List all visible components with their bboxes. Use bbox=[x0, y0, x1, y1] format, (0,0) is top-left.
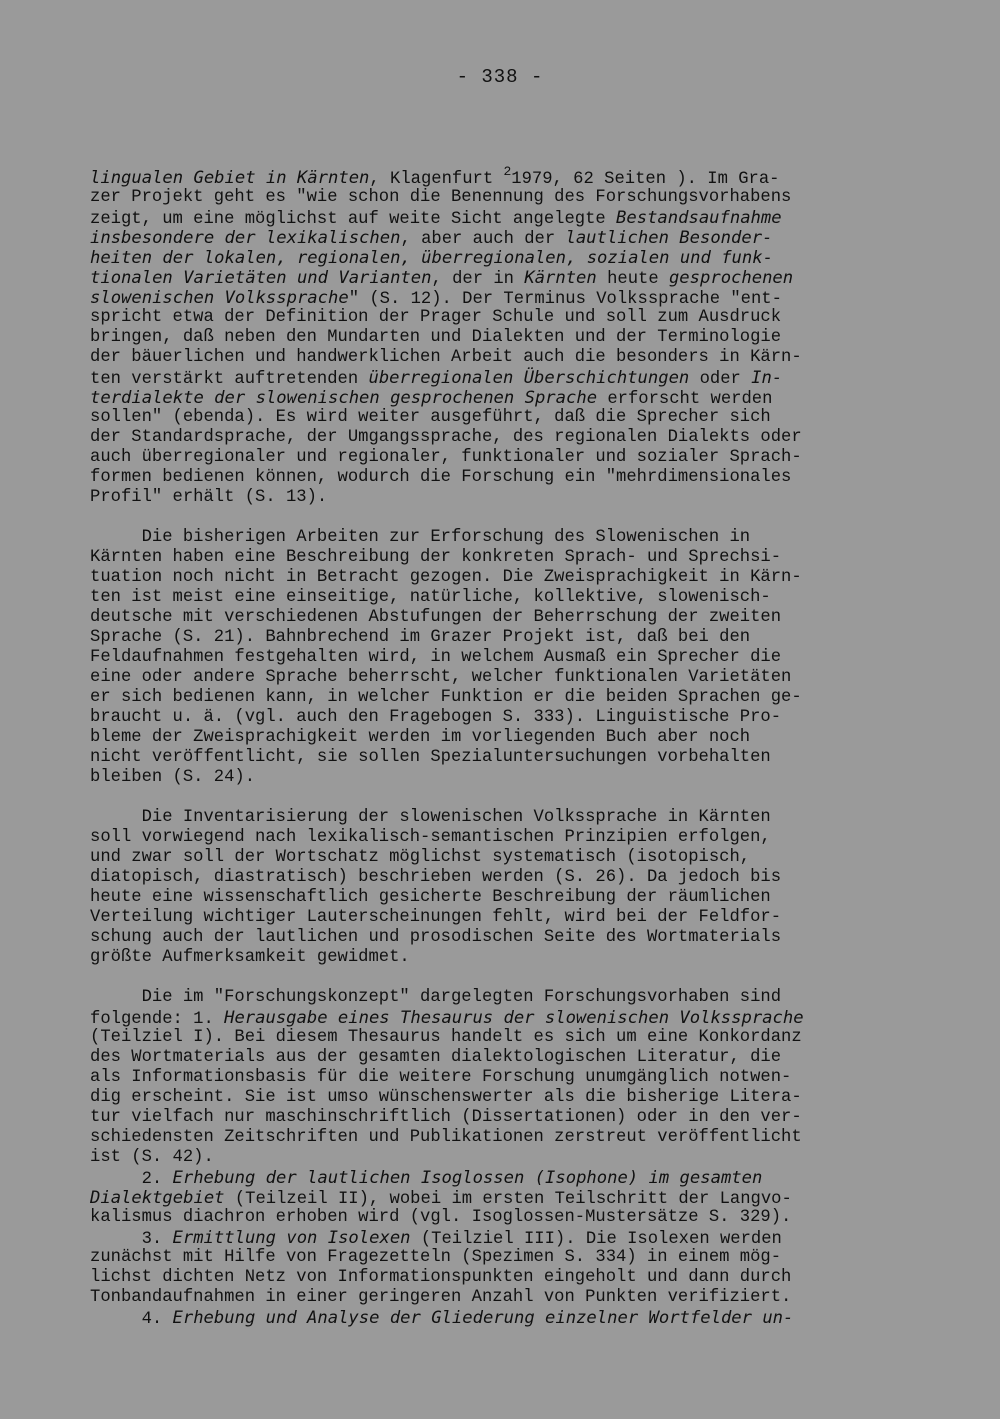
text-line bbox=[90, 1288, 920, 1308]
text-segment: dig erscheint. Sie ist umso wünschenswerter als die bisherige Litera- bbox=[90, 1088, 802, 1107]
text-segment: Die bisherigen Arbeiten zur Erforschung des Slowenischen in bbox=[90, 528, 751, 547]
text-line bbox=[90, 288, 920, 308]
text-line bbox=[90, 408, 920, 428]
text-segment: Tonbandaufnahmen in einer geringeren Anzahl von Punkten verifiziert. bbox=[90, 1288, 792, 1307]
text-line bbox=[90, 648, 920, 668]
text-segment: eine oder andere Sprache beherrscht, welcher funktionalen Varietäten bbox=[90, 668, 792, 687]
italic-text: lautlichen Besonder- bbox=[565, 228, 773, 248]
text-line bbox=[90, 1008, 920, 1028]
text-line bbox=[90, 308, 920, 328]
paragraph-gap bbox=[90, 968, 920, 988]
text-line bbox=[90, 988, 920, 1008]
text-segment: 4. bbox=[90, 1310, 173, 1329]
text-line bbox=[90, 348, 920, 368]
text-segment: er sich bedienen kann, in welcher Funktion er die beiden Sprachen ge- bbox=[90, 688, 802, 707]
text-line bbox=[90, 528, 920, 548]
text-line bbox=[90, 1088, 920, 1108]
text-line bbox=[90, 928, 920, 948]
text-line bbox=[90, 828, 920, 848]
text-line bbox=[90, 688, 920, 708]
text-segment: spricht etwa der Definition der Prager Schule und soll zum Ausdruck bbox=[90, 308, 782, 327]
text-segment: Kärnten haben eine Beschreibung der konkreten Sprach- und Sprechsi- bbox=[90, 548, 782, 567]
text-line bbox=[90, 768, 920, 788]
italic-text: terdialekte der slowenischen gesprochenen Sprache bbox=[90, 388, 598, 408]
text-segment: der bäuerlichen und handwerklichen Arbeit auch die besonders in Kärn- bbox=[90, 348, 802, 367]
text-segment: schiedensten Zeitschriften und Publikationen zerstreut veröffentlicht bbox=[90, 1128, 802, 1147]
text-segment: tuation noch nicht in Betracht gezogen. Die Zweisprachigkeit in Kärn- bbox=[90, 568, 802, 587]
text-line bbox=[90, 164, 920, 189]
text-segment: , der in bbox=[431, 270, 525, 289]
text-line bbox=[90, 728, 920, 748]
text-line bbox=[90, 1068, 920, 1088]
text-line bbox=[90, 568, 920, 588]
italic-text: Herausgabe eines Thesaurus der slowenischen Volkssprache bbox=[224, 1008, 804, 1028]
text-line bbox=[90, 488, 920, 508]
italic-text: Dialektgebiet bbox=[90, 1188, 225, 1208]
text-segment: des Wortmaterials aus der gesamten dialektologischen Literatur, die bbox=[90, 1048, 782, 1067]
text-segment: 2. bbox=[90, 1170, 173, 1189]
text-segment: bleme der Zweisprachigkeit werden im vorliegenden Buch aber noch bbox=[90, 728, 751, 747]
text-line bbox=[90, 188, 920, 208]
text-segment: ist (S. 42). bbox=[90, 1148, 214, 1167]
text-segment: formen bedienen können, wodurch die Forschung ein "mehrdimensionales bbox=[90, 468, 792, 487]
text-line bbox=[90, 1248, 920, 1268]
text-line bbox=[90, 1208, 920, 1228]
text-segment: auch überregionaler und regionaler, funktionaler und sozialer Sprach- bbox=[90, 448, 802, 467]
text-segment: kalismus diachron erhoben wird (vgl. Isoglossen-Mustersätze S. 329). bbox=[90, 1208, 792, 1227]
text-line bbox=[90, 908, 920, 928]
text-segment: bringen, daß neben den Mundarten und Dialekten und der Terminologie bbox=[90, 328, 782, 347]
text-segment: zeigt, um eine möglichst auf weite Sicht angelegte bbox=[90, 210, 617, 229]
text-line bbox=[90, 1028, 920, 1048]
italic-text: gesprochenen bbox=[668, 268, 794, 288]
text-line bbox=[90, 948, 920, 968]
text-segment: und zwar soll der Wortschatz möglichst systematisch (isotopisch, bbox=[90, 848, 751, 867]
italic-text: heiten der lokalen, regionalen, überregionalen, sozialen und funk- bbox=[90, 248, 773, 268]
text-line bbox=[90, 868, 920, 888]
paragraph bbox=[90, 164, 920, 508]
text-segment: (Teilziel I). Bei diesem Thesaurus handelt es sich um eine Konkordanz bbox=[90, 1028, 802, 1047]
page-number: - 338 - bbox=[456, 66, 544, 88]
paragraph bbox=[90, 528, 920, 788]
text-line bbox=[90, 1268, 920, 1288]
italic-text: In- bbox=[751, 368, 783, 388]
text-line bbox=[90, 448, 920, 468]
text-line bbox=[90, 248, 920, 268]
text-segment: Die im "Forschungskonzept" dargelegten Forschungsvorhaben sind bbox=[90, 988, 782, 1007]
paragraph-gap bbox=[90, 788, 920, 808]
text-body bbox=[90, 164, 920, 1329]
italic-text: tionalen Varietäten und Varianten bbox=[90, 268, 432, 288]
text-segment: heute bbox=[596, 270, 669, 289]
text-line bbox=[90, 388, 920, 408]
text-segment: Die Inventarisierung der slowenischen Volkssprache in Kärnten bbox=[90, 808, 771, 827]
text-line bbox=[90, 208, 920, 228]
text-segment: deutsche mit verschiedenen Abstufungen der Beherrschung der zweiten bbox=[90, 608, 782, 627]
text-segment: schung auch der lautlichen und prosodischen Seite des Wortmaterials bbox=[90, 928, 782, 947]
text-segment: , Klagenfurt bbox=[369, 170, 504, 189]
text-segment: ten ist meist eine einseitige, natürliche, kollektive, slowenisch- bbox=[90, 588, 771, 607]
text-segment: Sprache (S. 21). Bahnbrechend im Grazer Projekt ist, daß bei den bbox=[90, 628, 751, 647]
text-line bbox=[90, 1148, 920, 1168]
text-line bbox=[90, 588, 920, 608]
text-line bbox=[90, 1228, 920, 1248]
text-segment: ten verstärkt auftretenden bbox=[90, 370, 369, 389]
text-segment: , aber auch der bbox=[400, 230, 566, 249]
text-segment: erforscht werden bbox=[597, 390, 773, 409]
text-line bbox=[90, 1048, 920, 1068]
italic-text: Ermittlung von Isolexen bbox=[172, 1228, 411, 1248]
text-segment: (Teilzeil II), wobei im ersten Teilschritt der Langvo- bbox=[224, 1190, 792, 1209]
italic-text: Kärnten bbox=[524, 268, 597, 288]
text-segment: bleiben (S. 24). bbox=[90, 768, 256, 787]
text-line bbox=[90, 708, 920, 728]
text-segment: als Informationsbasis für die weitere Forschung unumgänglich notwen- bbox=[90, 1068, 792, 1087]
text-line bbox=[90, 268, 920, 288]
text-segment: größte Aufmerksamkeit gewidmet. bbox=[90, 948, 410, 967]
text-segment: soll vorwiegend nach lexikalisch-semantischen Prinzipien erfolgen, bbox=[90, 828, 771, 847]
paragraph bbox=[90, 808, 920, 968]
italic-text: überregionalen Überschichtungen bbox=[368, 368, 690, 388]
text-segment: oder bbox=[689, 370, 752, 389]
text-line bbox=[90, 428, 920, 448]
text-segment: Profil" erhält (S. 13). bbox=[90, 488, 328, 507]
text-segment: der Standardsprache, der Umgangssprache, des regionalen Dialekts oder bbox=[90, 428, 802, 447]
text-segment: (Teilziel III). Die Isolexen werden bbox=[410, 1230, 782, 1249]
paragraph-gap bbox=[90, 508, 920, 528]
italic-text: lingualen Gebiet in Kärnten bbox=[90, 168, 370, 188]
text-line bbox=[90, 848, 920, 868]
superscript: 2 bbox=[503, 164, 512, 179]
text-line bbox=[90, 1108, 920, 1128]
text-segment: nicht veröffentlicht, sie sollen Spezialuntersuchungen vorbehalten bbox=[90, 748, 771, 767]
text-line bbox=[90, 748, 920, 768]
text-line bbox=[90, 228, 920, 248]
paragraph bbox=[90, 988, 920, 1328]
text-line bbox=[90, 1128, 920, 1148]
text-line bbox=[90, 808, 920, 828]
italic-text: Bestandsaufnahme bbox=[616, 208, 782, 228]
text-line bbox=[90, 1188, 920, 1208]
text-line bbox=[90, 548, 920, 568]
text-line bbox=[90, 628, 920, 648]
text-segment: " (S. 12). Der Terminus Volkssprache "ent- bbox=[348, 290, 782, 309]
text-line bbox=[90, 1308, 920, 1328]
text-segment: sollen" (ebenda). Es wird weiter ausgeführt, daß die Sprecher sich bbox=[90, 408, 771, 427]
text-line bbox=[90, 328, 920, 348]
text-segment: Verteilung wichtiger Lauterscheinungen fehlt, wird bei der Feldfor- bbox=[90, 908, 782, 927]
text-segment: zer Projekt geht es "wie schon die Benennung des Forschungsvorhabens bbox=[90, 188, 792, 207]
text-line bbox=[90, 608, 920, 628]
text-line bbox=[90, 368, 920, 388]
italic-text: slowenischen Volkssprache bbox=[90, 288, 349, 308]
text-segment: heute eine wissenschaftlich gesicherte Beschreibung der räumlichen bbox=[90, 888, 771, 907]
text-segment: tur vielfach nur maschinschriftlich (Dissertationen) oder in den ver- bbox=[90, 1108, 802, 1127]
text-line bbox=[90, 668, 920, 688]
text-segment: 3. bbox=[90, 1230, 173, 1249]
text-line bbox=[90, 468, 920, 488]
text-segment: zunächst mit Hilfe von Fragezetteln (Spezimen S. 334) in einem mög- bbox=[90, 1248, 782, 1267]
text-segment: folgende: 1. bbox=[90, 1010, 225, 1029]
text-line bbox=[90, 888, 920, 908]
text-segment: lichst dichten Netz von Informationspunkten eingeholt und dann durch bbox=[90, 1268, 792, 1287]
text-segment: Feldaufnahmen festgehalten wird, in welchem Ausmaß ein Sprecher die bbox=[90, 648, 782, 667]
text-segment: braucht u. ä. (vgl. auch den Fragebogen S. 333). Linguistische Pro- bbox=[90, 708, 782, 727]
italic-text: insbesondere der lexikalischen bbox=[90, 228, 401, 248]
italic-text: Erhebung der lautlichen Isoglossen (Isophone) im gesamten bbox=[172, 1168, 763, 1188]
text-segment: 1979, 62 Seiten ). Im Gra- bbox=[511, 170, 780, 189]
text-line bbox=[90, 1168, 920, 1188]
italic-text: Erhebung und Analyse der Gliederung einzelner Wortfelder un- bbox=[172, 1308, 794, 1328]
text-segment: diatopisch, diastratisch) beschrieben werden (S. 26). Da jedoch bis bbox=[90, 868, 782, 887]
